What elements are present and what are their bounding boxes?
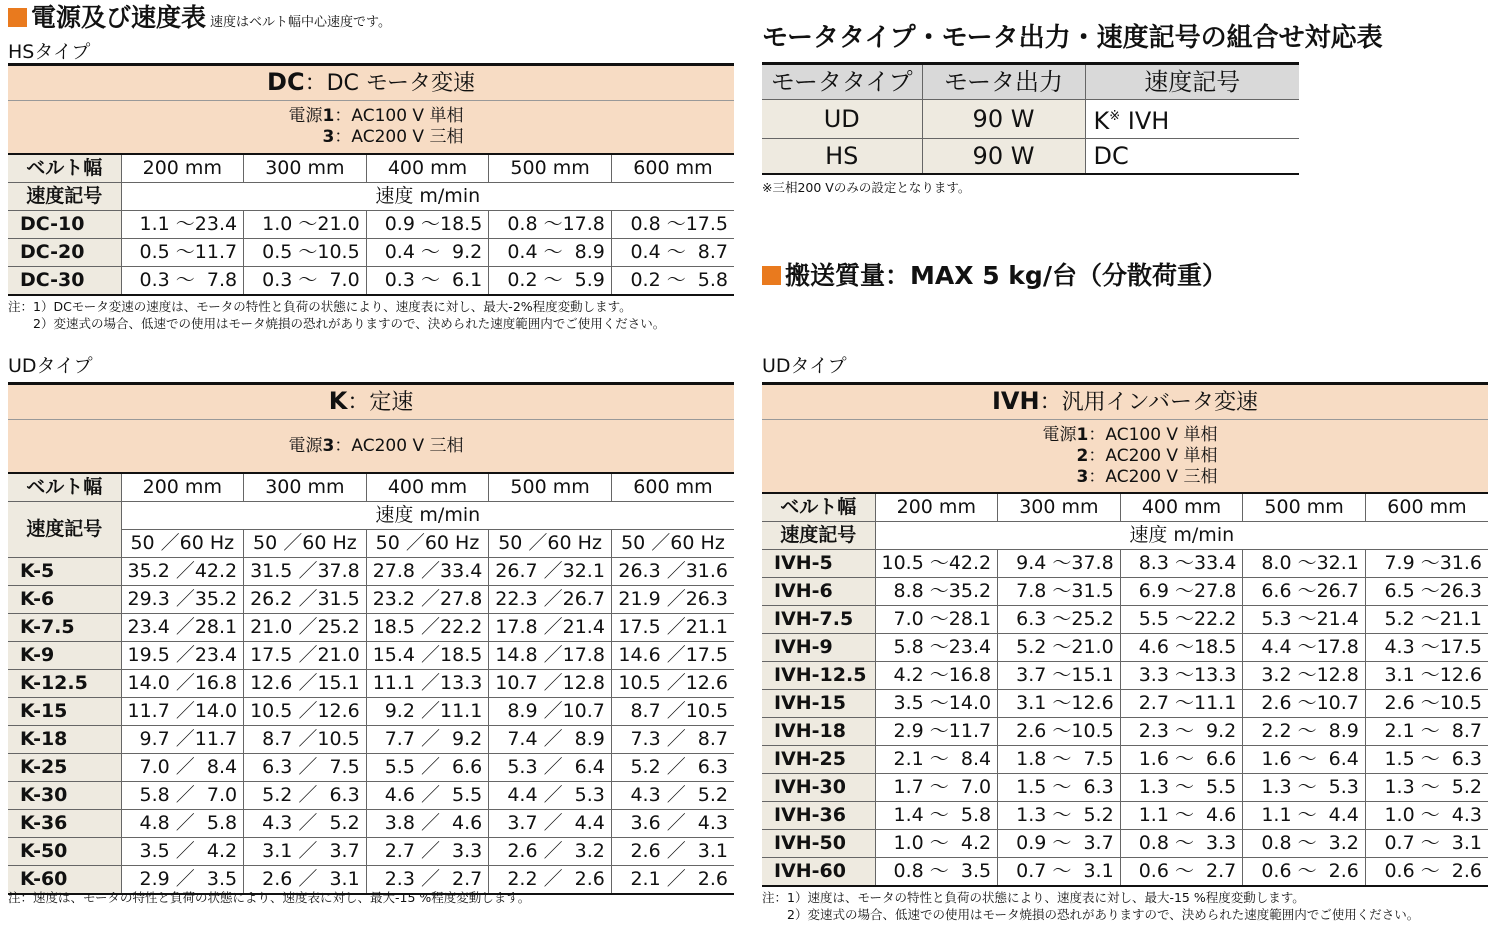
ud_ivh-row-value: 0.8 ～ 3.3 <box>1120 830 1243 858</box>
table-row <box>762 802 1488 830</box>
table-row <box>762 858 1488 887</box>
ud_k-row-value: 11.7 ／14.0 <box>121 698 244 726</box>
ud_k-row-value: 35.2 ／42.2 <box>121 558 244 586</box>
ud_ivh-power-text: ：AC200 V 三相 <box>1088 466 1218 487</box>
ud_k-row-value: 7.7 ／ 9.2 <box>366 726 489 754</box>
ud_ivh-row-code: IVH-5 <box>762 550 875 578</box>
hs-row-value: 0.8 ～17.8 <box>489 211 612 239</box>
ud_ivh-note-line: 2）変速式の場合、低速での使用はモータ焼損の恐れがありますので、決められた速度範囲内でご使用ください。 <box>762 907 1420 922</box>
ud_k-width-header: 200 mm <box>121 473 244 502</box>
hs-row-value: 0.8 ～17.5 <box>611 211 734 239</box>
ud_k-row-value: 3.8 ／ 4.6 <box>366 810 489 838</box>
ud_k-row-value: 3.7 ／ 4.4 <box>489 810 612 838</box>
ud_ivh-row-value: 0.7 ～ 3.1 <box>998 858 1121 887</box>
ud-k-type-label: UDタイプ <box>8 355 93 377</box>
ud_ivh-speed-code-label: 速度記号 <box>762 522 875 550</box>
ud-k-notes <box>8 889 530 906</box>
table-row <box>8 267 734 296</box>
ud_ivh-power-line <box>1033 425 1218 446</box>
table-row <box>762 774 1488 802</box>
table-row <box>762 578 1488 606</box>
hs-row-value: 0.2 ～ 5.9 <box>489 267 612 296</box>
table-row <box>762 550 1488 578</box>
ud_ivh-row-value: 2.9 ～11.7 <box>875 718 998 746</box>
hs-type-label: HSタイプ <box>8 41 91 63</box>
hs-power-num: 1 <box>322 106 335 126</box>
ud_k-row-value: 18.5 ／22.2 <box>366 614 489 642</box>
table-row <box>762 690 1488 718</box>
ud_ivh-row-value: 6.6 ～26.7 <box>1243 578 1366 606</box>
hs-row-value: 0.4 ～ 9.2 <box>366 239 489 267</box>
table-row <box>762 746 1488 774</box>
ud_ivh-width-header: 500 mm <box>1243 493 1366 522</box>
hs-note-line: 2）変速式の場合、低速での使用はモータ焼損の恐れがありますので、決められた速度範囲内でご使用ください。 <box>8 316 666 331</box>
hs-notes <box>8 298 665 332</box>
ud_k-row-code: K-50 <box>8 838 121 866</box>
combo-motor-type: HS <box>762 139 922 175</box>
ud_ivh-row-value: 9.4 ～37.8 <box>998 550 1121 578</box>
ud_k-hz-label: 50 ／60 Hz <box>244 530 367 558</box>
ud_k-hz-label: 50 ／60 Hz <box>366 530 489 558</box>
ud_k-row-code: K-15 <box>8 698 121 726</box>
table-row <box>8 838 734 866</box>
ud_ivh-row-value: 4.4 ～17.8 <box>1243 634 1366 662</box>
ud_k-row-value: 8.7 ／10.5 <box>244 726 367 754</box>
ud_ivh-width-header: 400 mm <box>1120 493 1243 522</box>
ud_ivh-row-value: 4.2 ～16.8 <box>875 662 998 690</box>
ud_ivh-row-value: 2.1 ～ 8.4 <box>875 746 998 774</box>
ud_ivh-row-value: 1.8 ～ 7.5 <box>998 746 1121 774</box>
hs-power-supply <box>8 101 734 155</box>
ud_ivh-row-value: 0.6 ～ 2.6 <box>1365 858 1488 887</box>
hs-row-value: 0.4 ～ 8.9 <box>489 239 612 267</box>
ud_ivh-row-code: IVH-36 <box>762 802 875 830</box>
ud_k-power-supply <box>8 420 734 474</box>
ud_k-row-code: K-7.5 <box>8 614 121 642</box>
ud_ivh-row-value: 2.6 ～10.5 <box>998 718 1121 746</box>
hs-power-text: ：AC100 V 単相 <box>334 106 464 126</box>
ud_k-header-text: ：定速 <box>347 390 414 415</box>
table-row <box>762 634 1488 662</box>
table-row <box>8 726 734 754</box>
ud_k-power-text: ：AC200 V 三相 <box>334 435 464 456</box>
table-row <box>762 662 1488 690</box>
ud_ivh-row-value: 1.6 ～ 6.6 <box>1120 746 1243 774</box>
ud_k-header <box>8 384 734 420</box>
ud_ivh-row-value: 5.3 ～21.4 <box>1243 606 1366 634</box>
ud_k-row-value: 4.4 ／ 5.3 <box>489 782 612 810</box>
ud_ivh-power-num: 1 <box>1076 424 1089 445</box>
ud_k-hz-label: 50 ／60 Hz <box>611 530 734 558</box>
hs-power-num: 3 <box>322 127 335 147</box>
ud_ivh-row-value: 3.7 ～15.1 <box>998 662 1121 690</box>
ud_ivh-row-value: 1.3 ～ 5.3 <box>1243 774 1366 802</box>
ud_k-row-code: K-60 <box>8 866 121 895</box>
ud_ivh-row-value: 2.6 ～10.5 <box>1365 690 1488 718</box>
hs-power-prefix: 電源 <box>288 106 323 126</box>
ud_k-row-value: 7.4 ／ 8.9 <box>489 726 612 754</box>
table-row <box>8 558 734 586</box>
ud_k-row-value: 2.6 ／ 3.1 <box>611 838 734 866</box>
ud_ivh-row-value: 3.3 ～13.3 <box>1120 662 1243 690</box>
ud_ivh-power-line <box>1033 467 1218 488</box>
ud_ivh-width-header: 300 mm <box>998 493 1121 522</box>
ud_ivh-row-code: IVH-25 <box>762 746 875 774</box>
ud_k-row-value: 14.8 ／17.8 <box>489 642 612 670</box>
ud_k-row-value: 5.8 ／ 7.0 <box>121 782 244 810</box>
ud_k-row-value: 22.3 ／26.7 <box>489 586 612 614</box>
ud_k-row-value: 2.6 ／ 3.1 <box>244 866 367 895</box>
ud_k-row-value: 3.5 ／ 4.2 <box>121 838 244 866</box>
ud_k-row-value: 23.2 ／27.8 <box>366 586 489 614</box>
ud_k-power-line <box>279 436 464 457</box>
hs-row-value: 1.1 ～23.4 <box>121 211 244 239</box>
section-title-text: 電源及び速度表 <box>31 3 207 32</box>
ud_k-belt-label: ベルト幅 <box>8 473 121 502</box>
ud-ivh-type-label: UDタイプ <box>762 355 847 377</box>
ud_k-row-value: 15.4 ／18.5 <box>366 642 489 670</box>
table-row <box>8 810 734 838</box>
ud_ivh-power-prefix: 電源 <box>1042 424 1077 445</box>
ud_k-row-value: 10.5 ／12.6 <box>611 670 734 698</box>
ud_ivh-row-code: IVH-60 <box>762 858 875 887</box>
orange-square-icon <box>762 266 781 285</box>
ud_k-row-value: 12.6 ／15.1 <box>244 670 367 698</box>
ud_k-row-value: 9.2 ／11.1 <box>366 698 489 726</box>
ud_ivh-row-value: 1.6 ～ 6.4 <box>1243 746 1366 774</box>
ud_ivh-row-value: 8.3 ～33.4 <box>1120 550 1243 578</box>
ud_ivh-row-value: 8.0 ～32.1 <box>1243 550 1366 578</box>
ud_k-row-value: 26.2 ／31.5 <box>244 586 367 614</box>
ud_k-row-value: 2.7 ／ 3.3 <box>366 838 489 866</box>
ud_k-hz-label: 50 ／60 Hz <box>121 530 244 558</box>
combo-speed-suffix: IVH <box>1120 107 1170 135</box>
ud-k-speed-table <box>8 382 734 895</box>
table-row <box>8 698 734 726</box>
combo-header: モータタイプ <box>762 64 922 100</box>
hs-row-code: DC-20 <box>8 239 121 267</box>
combo-header: 速度記号 <box>1085 64 1299 100</box>
ud_k-width-header: 300 mm <box>244 473 367 502</box>
ud_k-row-value: 27.8 ／33.4 <box>366 558 489 586</box>
combo-speed-code <box>1085 139 1299 175</box>
ud_k-row-code: K-30 <box>8 782 121 810</box>
combo-motor-type: UD <box>762 100 922 139</box>
combo-speed-sup: ※ <box>1109 109 1121 124</box>
hs-row-value: 0.2 ～ 5.8 <box>611 267 734 296</box>
hs-note-line: 注：1）DCモータ変速の速度は、モータの特性と負荷の状態により、速度表に対し、最大-2%程度変動します。 <box>8 299 632 314</box>
table-row <box>762 718 1488 746</box>
combo-title: モータタイプ・モータ出力・速度記号の組合せ対応表 <box>762 23 1383 53</box>
ud_ivh-row-value: 2.7 ～11.1 <box>1120 690 1243 718</box>
table-row <box>762 830 1488 858</box>
ud_ivh-power-num: 2 <box>1076 445 1089 466</box>
ud_ivh-row-value: 1.4 ～ 5.8 <box>875 802 998 830</box>
hs-row-value: 0.5 ～10.5 <box>244 239 367 267</box>
hs-width-header: 600 mm <box>611 154 734 183</box>
table-row <box>8 754 734 782</box>
hs-row-code: DC-10 <box>8 211 121 239</box>
combo-motor-output: 90 W <box>922 100 1085 139</box>
ud_k-row-value: 6.3 ／ 7.5 <box>244 754 367 782</box>
hs-row-value: 0.4 ～ 8.7 <box>611 239 734 267</box>
ud_ivh-power-supply <box>762 420 1488 494</box>
ud_ivh-header-text: ：汎用インバータ変速 <box>1039 390 1259 415</box>
combo-speed-code <box>1085 100 1299 139</box>
ud_k-row-value: 10.7 ／12.8 <box>489 670 612 698</box>
ud_k-row-value: 4.3 ／ 5.2 <box>244 810 367 838</box>
ud_ivh-row-code: IVH-12.5 <box>762 662 875 690</box>
table-row <box>8 211 734 239</box>
ud_k-row-value: 5.5 ／ 6.6 <box>366 754 489 782</box>
hs-width-header: 400 mm <box>366 154 489 183</box>
combo-speed-prefix: K <box>1093 107 1110 135</box>
hs-power-line <box>279 106 464 127</box>
ud_ivh-row-value: 0.6 ～ 2.7 <box>1120 858 1243 887</box>
orange-square-icon <box>8 8 27 27</box>
hs-header-code: DC <box>267 68 305 96</box>
combo-table <box>762 62 1299 175</box>
ud_k-row-value: 14.6 ／17.5 <box>611 642 734 670</box>
ud_ivh-row-code: IVH-6 <box>762 578 875 606</box>
table-row <box>762 606 1488 634</box>
ud_k-hz-label: 50 ／60 Hz <box>489 530 612 558</box>
ud_ivh-row-value: 7.9 ～31.6 <box>1365 550 1488 578</box>
hs-row-value: 0.3 ～ 7.8 <box>121 267 244 296</box>
ud_k-row-value: 5.3 ／ 6.4 <box>489 754 612 782</box>
ud_ivh-row-value: 1.7 ～ 7.0 <box>875 774 998 802</box>
ud_ivh-row-code: IVH-7.5 <box>762 606 875 634</box>
ud-ivh-notes <box>762 889 1419 923</box>
ud_ivh-row-value: 10.5 ～42.2 <box>875 550 998 578</box>
ud_k-width-header: 400 mm <box>366 473 489 502</box>
ud_k-row-value: 21.0 ／25.2 <box>244 614 367 642</box>
table-row <box>8 642 734 670</box>
ud_ivh-row-value: 8.8 ～35.2 <box>875 578 998 606</box>
ud_ivh-row-value: 1.0 ～ 4.3 <box>1365 802 1488 830</box>
hs-belt-label: ベルト幅 <box>8 154 121 183</box>
ud_ivh-row-value: 0.8 ～ 3.5 <box>875 858 998 887</box>
ud_ivh-header-code: IVH <box>991 387 1040 415</box>
ud_ivh-power-num: 3 <box>1076 466 1089 487</box>
ud_k-row-value: 9.7 ／11.7 <box>121 726 244 754</box>
ud_k-row-value: 3.1 ／ 3.7 <box>244 838 367 866</box>
ud_ivh-row-code: IVH-30 <box>762 774 875 802</box>
ud_ivh-row-value: 1.1 ～ 4.6 <box>1120 802 1243 830</box>
ud_k-row-value: 26.3 ／31.6 <box>611 558 734 586</box>
ud_k-row-value: 2.2 ／ 2.6 <box>489 866 612 895</box>
combo-header: モータ出力 <box>922 64 1085 100</box>
combo-motor-output: 90 W <box>922 139 1085 175</box>
ud_ivh-row-value: 2.1 ～ 8.7 <box>1365 718 1488 746</box>
ud_k-header-code: K <box>328 387 348 415</box>
combo-note: ※三相200 Vのみの設定となります。 <box>762 180 971 195</box>
ud-ivh-speed-table <box>762 382 1488 887</box>
ud_k-row-value: 31.5 ／37.8 <box>244 558 367 586</box>
table-row <box>762 139 1299 175</box>
ud_ivh-row-value: 0.7 ～ 3.1 <box>1365 830 1488 858</box>
ud_k-row-value: 26.7 ／32.1 <box>489 558 612 586</box>
mass-title <box>762 260 1227 292</box>
section-title-note: 速度はベルト幅中心速度です。 <box>210 15 391 30</box>
ud_ivh-row-value: 4.3 ～17.5 <box>1365 634 1488 662</box>
ud_ivh-header <box>762 384 1488 420</box>
ud_k-power-num: 3 <box>322 435 335 456</box>
ud_k-row-value: 10.5 ／12.6 <box>244 698 367 726</box>
ud_ivh-row-value: 3.1 ～12.6 <box>1365 662 1488 690</box>
ud_ivh-row-code: IVH-9 <box>762 634 875 662</box>
ud_k-row-value: 4.6 ／ 5.5 <box>366 782 489 810</box>
table-row <box>8 670 734 698</box>
ud_k-row-value: 3.6 ／ 4.3 <box>611 810 734 838</box>
ud_ivh-row-value: 1.3 ～ 5.2 <box>1365 774 1488 802</box>
table-row <box>8 586 734 614</box>
ud_k-row-value: 4.3 ／ 5.2 <box>611 782 734 810</box>
ud_k-row-value: 7.3 ／ 8.7 <box>611 726 734 754</box>
ud_ivh-row-code: IVH-50 <box>762 830 875 858</box>
table-row <box>762 100 1299 139</box>
ud_k-row-value: 2.9 ／ 3.5 <box>121 866 244 895</box>
hs-row-code: DC-30 <box>8 267 121 296</box>
ud_k-row-code: K-12.5 <box>8 670 121 698</box>
ud_ivh-row-value: 5.2 ～21.1 <box>1365 606 1488 634</box>
ud_ivh-width-header: 600 mm <box>1365 493 1488 522</box>
ud_ivh-speed-unit: 速度 m/min <box>875 522 1488 550</box>
ud_k-row-value: 17.5 ／21.1 <box>611 614 734 642</box>
ud_k-row-value: 4.8 ／ 5.8 <box>121 810 244 838</box>
ud_k-row-code: K-6 <box>8 586 121 614</box>
ud_k-row-value: 14.0 ／16.8 <box>121 670 244 698</box>
ud_ivh-power-line <box>1033 446 1218 467</box>
ud_ivh-belt-label: ベルト幅 <box>762 493 875 522</box>
ud_k-row-value: 5.2 ／ 6.3 <box>244 782 367 810</box>
hs-power-line <box>279 127 464 148</box>
ud_ivh-row-value: 7.8 ～31.5 <box>998 578 1121 606</box>
ud_ivh-row-value: 2.3 ～ 9.2 <box>1120 718 1243 746</box>
ud_k-width-header: 600 mm <box>611 473 734 502</box>
table-row <box>8 614 734 642</box>
ud_k-width-header: 500 mm <box>489 473 612 502</box>
ud_ivh-row-value: 3.1 ～12.6 <box>998 690 1121 718</box>
ud_k-row-value: 17.8 ／21.4 <box>489 614 612 642</box>
hs-row-value: 0.3 ～ 6.1 <box>366 267 489 296</box>
ud_ivh-row-value: 0.8 ～ 3.2 <box>1243 830 1366 858</box>
combo-speed-prefix: DC <box>1093 142 1129 170</box>
ud_k-row-code: K-18 <box>8 726 121 754</box>
table-row <box>8 782 734 810</box>
hs-speed-code-label: 速度記号 <box>8 183 121 211</box>
ud_ivh-row-value: 5.2 ～21.0 <box>998 634 1121 662</box>
hs-header <box>8 65 734 101</box>
ud_ivh-row-value: 6.5 ～26.3 <box>1365 578 1488 606</box>
ud_k-row-code: K-36 <box>8 810 121 838</box>
ud_k-row-value: 8.9 ／10.7 <box>489 698 612 726</box>
hs-row-value: 0.5 ～11.7 <box>121 239 244 267</box>
ud_k-row-value: 17.5 ／21.0 <box>244 642 367 670</box>
hs-width-header: 500 mm <box>489 154 612 183</box>
ud_ivh-row-code: IVH-15 <box>762 690 875 718</box>
hs-row-value: 0.9 ～18.5 <box>366 211 489 239</box>
ud_ivh-row-code: IVH-18 <box>762 718 875 746</box>
ud_k-speed-code-label: 速度記号 <box>8 502 121 558</box>
ud_ivh-row-value: 1.5 ～ 6.3 <box>998 774 1121 802</box>
section-title-power-speed <box>8 2 391 39</box>
ud_ivh-row-value: 6.9 ～27.8 <box>1120 578 1243 606</box>
ud_ivh-row-value: 1.1 ～ 4.4 <box>1243 802 1366 830</box>
hs-width-header: 300 mm <box>244 154 367 183</box>
ud_k-speed-unit: 速度 m/min <box>121 502 734 530</box>
ud_k-row-value: 2.1 ／ 2.6 <box>611 866 734 895</box>
ud_k-row-value: 2.3 ／ 2.7 <box>366 866 489 895</box>
mass-title-text: 搬送質量：MAX 5 kg/台（分散荷重） <box>785 261 1227 290</box>
ud_ivh-row-value: 1.3 ～ 5.5 <box>1120 774 1243 802</box>
ud_k-row-value: 19.5 ／23.4 <box>121 642 244 670</box>
ud_ivh-row-value: 0.6 ～ 2.6 <box>1243 858 1366 887</box>
ud_ivh-row-value: 1.0 ～ 4.2 <box>875 830 998 858</box>
ud_ivh-row-value: 7.0 ～28.1 <box>875 606 998 634</box>
ud_ivh-row-value: 6.3 ～25.2 <box>998 606 1121 634</box>
ud_ivh-row-value: 3.2 ～12.8 <box>1243 662 1366 690</box>
ud_k-note-line: 注：速度は、モータの特性と負荷の状態により、速度表に対し、最大-15 %程度変動します。 <box>8 890 531 905</box>
ud_k-row-value: 7.0 ／ 8.4 <box>121 754 244 782</box>
ud_k-row-code: K-5 <box>8 558 121 586</box>
ud_ivh-width-header: 200 mm <box>875 493 998 522</box>
hs-row-value: 1.0 ～21.0 <box>244 211 367 239</box>
ud_ivh-row-value: 2.6 ～10.7 <box>1243 690 1366 718</box>
ud_k-row-value: 11.1 ／13.3 <box>366 670 489 698</box>
ud_ivh-row-value: 1.5 ～ 6.3 <box>1365 746 1488 774</box>
ud_ivh-row-value: 5.5 ～22.2 <box>1120 606 1243 634</box>
ud_ivh-row-value: 2.2 ～ 8.9 <box>1243 718 1366 746</box>
ud_ivh-row-value: 4.6 ～18.5 <box>1120 634 1243 662</box>
ud_ivh-note-line: 注：1）速度は、モータの特性と負荷の状態により、速度表に対し、最大-15 %程度変動します。 <box>762 890 1305 905</box>
ud_ivh-row-value: 0.9 ～ 3.7 <box>998 830 1121 858</box>
ud_k-row-value: 8.7 ／10.5 <box>611 698 734 726</box>
ud_k-row-value: 2.6 ／ 3.2 <box>489 838 612 866</box>
hs-dc-speed-table <box>8 63 734 296</box>
hs-width-header: 200 mm <box>121 154 244 183</box>
ud_k-power-prefix: 電源 <box>288 435 323 456</box>
ud_ivh-row-value: 3.5 ～14.0 <box>875 690 998 718</box>
hs-row-value: 0.3 ～ 7.0 <box>244 267 367 296</box>
ud_k-row-value: 29.3 ／35.2 <box>121 586 244 614</box>
ud_k-row-value: 23.4 ／28.1 <box>121 614 244 642</box>
ud_k-row-value: 5.2 ／ 6.3 <box>611 754 734 782</box>
ud_ivh-row-value: 5.8 ～23.4 <box>875 634 998 662</box>
ud_ivh-power-text: ：AC200 V 単相 <box>1088 445 1218 466</box>
hs-speed-unit: 速度 m/min <box>121 183 734 211</box>
ud_k-row-value: 21.9 ／26.3 <box>611 586 734 614</box>
hs-power-text: ：AC200 V 三相 <box>334 127 464 147</box>
hs-header-text: ：DC モータ変速 <box>304 71 475 96</box>
ud_k-row-code: K-25 <box>8 754 121 782</box>
ud_ivh-row-value: 1.3 ～ 5.2 <box>998 802 1121 830</box>
ud_ivh-power-text: ：AC100 V 単相 <box>1088 424 1218 445</box>
ud_k-row-code: K-9 <box>8 642 121 670</box>
table-row <box>8 239 734 267</box>
